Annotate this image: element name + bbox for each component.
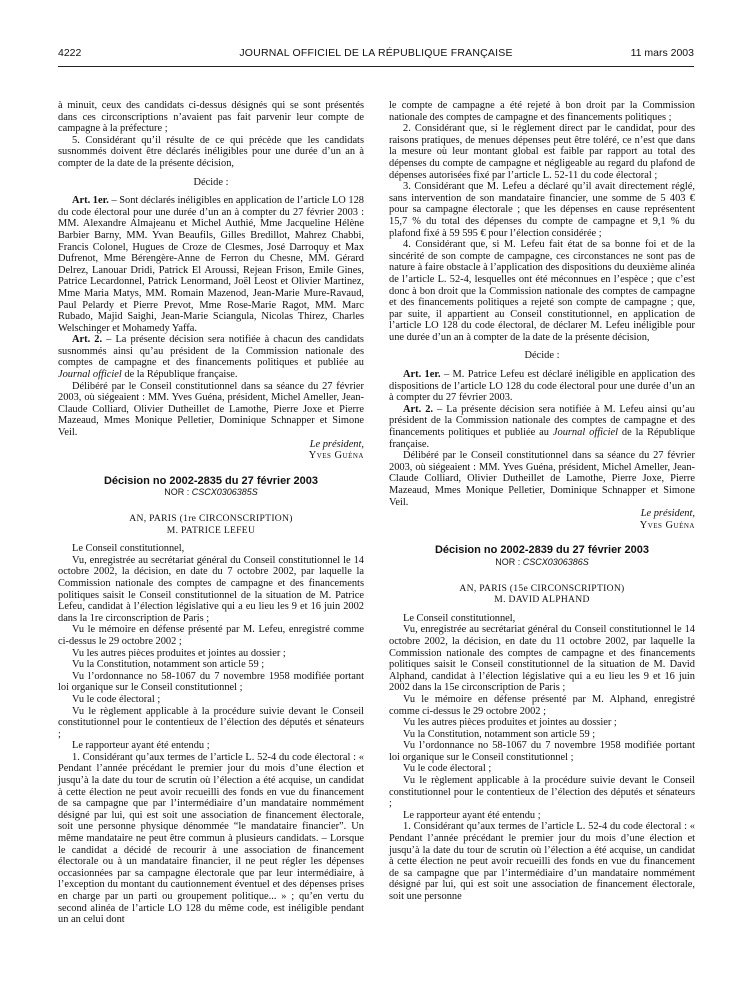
paragraph: Vu l’ordonnance no 58-1067 du 7 novembre 1958 modifiée portant loi organique sur le Conseil constitutionnel ; — [58, 670, 364, 694]
signature-role: Le président, — [640, 508, 695, 520]
article-1 — [58, 195, 364, 334]
paragraph: 2. Considérant que, si le règlement direct par le candidat, pour des raisons pratiques, de menues dépenses peut être toléré, ce n’est que dans la mesure où leur montant global est faible par rapport au total des dépenses du compte de campagne et négligeable au regard du plafond de dépenses autorisées fixé par l’article L. 52-11 du code électoral ; — [389, 123, 695, 181]
paragraph: Le Conseil constitutionnel, — [72, 543, 185, 555]
right-column — [389, 100, 695, 903]
decide-heading: Décide : — [193, 176, 229, 188]
paragraph: Vu le règlement applicable à la procédure suivie devant le Conseil constitutionnel pour le contentieux de l’élection des députés et sénateurs ; — [389, 775, 695, 810]
paragraph: le compte de campagne a été rejeté à bon droit par la Commission nationale des comptes de campagne et des financements politiques ; — [389, 100, 695, 123]
paragraph: Vu le code électoral ; — [72, 693, 161, 705]
nor-label: NOR : — [495, 556, 523, 567]
article-text: – M. Patrice Lefeu est déclaré inéligible en application des dispositions de l’article LO 128 du code électoral pour une durée d’un an à compter du 27 février 2003. — [389, 369, 695, 404]
signature-role: Le président, — [309, 438, 364, 450]
paragraph: 4. Considérant que, si M. Lefeu fait état de sa bonne foi et de la sincérité de son compte de campagne, ces circonstances ne sont pas de nature à faire obstacle à l’application des dispositions du deuxième alinéa de l’article L. 52-4, lesquelles ont été méconnues en l’espèce ; que c’est donc à bon droit que la Commission nationale des comptes de campagne et des financements politiques a rejeté son compte de campagne ; que, par suite, il appartient au Conseil constitutionnel, en application de l’article LO 128 du code électoral, de déclarer M. Lefeu inéligible pour une durée d’un an à compter de la date de la présente décision, — [389, 239, 695, 343]
article-label: Art. 2. — [403, 403, 433, 415]
signature-name: Yves Guéna — [639, 519, 695, 531]
candidate-name: M. PATRICE LEFEU — [166, 524, 256, 536]
issue-date: 11 mars 2003 — [630, 47, 694, 59]
decision-title: Décision no 2002-2839 du 27 février 2003 — [434, 544, 649, 557]
circonscription: AN, PARIS (1re CIRCONSCRIPTION) — [129, 513, 293, 524]
paragraph: Vu les autres pièces produites et jointes au dossier ; — [72, 647, 286, 659]
paragraph: Vu la Constitution, notamment son article 59 ; — [403, 728, 596, 740]
article-text: de la République française. — [121, 369, 238, 381]
journal-name: Journal officiel — [58, 369, 122, 381]
nor-reference — [389, 557, 695, 569]
journal-title: JOURNAL OFFICIEL DE LA RÉPUBLIQUE FRANÇAISE — [239, 47, 513, 59]
article-text: – La présente décision sera notifiée à M. Lefeu ainsi qu’au président de la Commission nationale des comptes de campagne et des financements politiques et publiée au — [389, 403, 695, 439]
paragraph: Vu le mémoire en défense présenté par M. Lefeu, enregistré comme ci-dessus le 29 octobre 2002 ; — [58, 624, 364, 647]
paragraph: Vu le code électoral ; — [403, 763, 492, 775]
paragraph: 5. Considérant qu’il résulte de ce qui précède que les candidats susnommés doivent être déclarés inéligibles pour une durée d’un an à compter de la date de la présente décision, — [58, 134, 364, 169]
left-column — [58, 100, 364, 926]
article-1 — [389, 369, 695, 404]
article-text: – Sont déclarés inéligibles en application de l’article LO 128 du code électoral pour une durée d’un an à compter du 27 février 2003 : MM. Alexandre Almajeanu et Michel Authié, Mme Jacqueline Hélène Barbier Barny, MM. Yvan Beaufils, Gilles Bredillot, Mahrez Chabbi, Francis Colonel, Hugues de Croze de Clesmes, José Darroquy et Max Dufrenot, Mme Bérengère-Anne de Ferron du Chesne, MM. Gérard Delrez, Lanouar Dridi, Patrick El Aroussi, Rejean Frison, Emile Gines, Patrice Lecardonnel, Patrick Lenormand, Joël Leost et Olivier Martinez, Mme Maria Matys, MM. Romain Mazenod, Jean-Marie Mure-Ravaud, Paul Pelardy et Pierre Prevot, Mme Rose-Marie Ragot, MM. Marc Rubado, Majid Saighi, Jean-Marie Sciangula, Nicolas Thirez, Charles Welschinger et Mohamedy Yaffa. — [58, 195, 364, 334]
paragraph: 3. Considérant que M. Lefeu a déclaré qu’il avait directement réglé, sans intervention de son mandataire financier, une somme de 5 403 € pour sa campagne électorale ; que les dépenses en cause représentent 15,7 % du total des dépenses du compte de campagne et 9,1 % du plafond fixé à 59 595 € pour l’élection considérée ; — [389, 181, 695, 239]
decide-heading: Décide : — [524, 350, 560, 362]
paragraph: Le Conseil constitutionnel, — [403, 612, 516, 624]
decision-title: Décision no 2002-2835 du 27 février 2003 — [103, 474, 318, 487]
article-label: Art. 2. — [72, 334, 103, 346]
paragraph: 1. Considérant qu’aux termes de l’article L. 52-4 du code électoral : « Pendant l’année précédant le premier jour du mois d’une élection et jusqu’à la date du tour de scrutin où l’élection a été acquise, un candidat à cette élection ne peut avoir recueilli des fonds en vue du financement de sa campagne que par l’intermédiaire d’un mandataire nommément désigné par lui, qui est soit une association de financement électorale, soit une personne — [389, 821, 695, 902]
journal-name: Journal officiel — [552, 427, 618, 439]
paragraph: 1. Considérant qu’aux termes de l’article L. 52-4 du code électoral : « Pendant l’année précédant le premier jour du mois d’une élection et jusqu’à la date du tour de scrutin où l’élection a été acquise, un candidat à cette élection ne peut avoir recueilli des fonds en vue du financement de sa campagne que par l’intermédiaire d’un mandataire nommément désigné par lui, qui est soit une association de financement électorale, soit une personne physique dénommée “le mandataire financier”. Un même mandataire ne peut être commun à plusieurs candidats. – Lorsque le candidat a décidé de recourir à une association de financement électorale ou à un mandataire financier, il ne peut régler les dépenses occasionnées par sa campagne électorale que par leur intermédiaire, à l’exception du montant du cautionnement éventuel et des dépenses prises en charge par un parti ou groupement politique... » ; qu’en vertu du second alinéa de l’article LO 128 du même code, est inéligible pendant un an celui dont — [58, 751, 364, 926]
delibere-paragraph: Délibéré par le Conseil constitutionnel dans sa séance du 27 février 2003, où siégeaient : MM. Yves Guéna, président, Michel Ameller, Jean-Claude Colliard, Olivier Dutheillet de Lamothe, Pierre Joxe, Pierre Mazeaud, Mmes Monique Pelletier, Dominique Schnapper et Simone Veil. — [389, 450, 695, 508]
paragraph: Le rapporteur ayant été entendu ; — [403, 809, 541, 821]
article-2 — [58, 334, 364, 380]
paragraph: Vu l’ordonnance no 58-1067 du 7 novembre 1958 modifiée portant loi organique sur le Conseil constitutionnel ; — [389, 740, 695, 763]
nor-reference — [58, 487, 364, 499]
nor-code: CSCX0306386S — [522, 556, 589, 567]
delibere-paragraph: Délibéré par le Conseil constitutionnel dans sa séance du 27 février 2003, où siégeaient : MM. Yves Guéna, président, Michel Ameller, Jean-Claude Colliard, Olivier Dutheillet de Lamothe, Pierre Joxe et Pierre Mazeaud, Mmes Monique Pelletier, Dominique Schnapper et Simone Veil. — [58, 380, 364, 439]
paragraph: Le rapporteur ayant été entendu ; — [72, 740, 210, 752]
page-number: 4222 — [58, 47, 82, 59]
candidate-name: M. DAVID ALPHAND — [494, 594, 590, 606]
article-label: Art. 1er. — [403, 369, 441, 381]
paragraph: à minuit, ceux des candidats ci-dessus désignés qui se sont présentés dans ces circonscriptions n’avaient pas fait parvenir leur compte de campagne à la préfecture ; — [58, 100, 364, 135]
header-rule — [58, 66, 694, 67]
nor-label: NOR : — [164, 487, 192, 498]
article-text: – La présente décision sera notifiée à chacun des candidats susnommés ainsi qu’au président de la Commission nationale des comptes de campagne et des financements politiques et publiée au — [58, 334, 364, 369]
nor-code: CSCX0306385S — [191, 487, 258, 498]
article-2 — [389, 404, 695, 450]
page-header — [58, 47, 694, 63]
paragraph: Vu les autres pièces produites et jointes au dossier ; — [403, 717, 617, 729]
article-label: Art. 1er. — [72, 195, 109, 207]
circonscription: AN, PARIS (15e CIRCONSCRIPTION) — [459, 582, 625, 594]
paragraph: Vu la Constitution, notamment son article 59 ; — [72, 659, 265, 671]
paragraph: Vu le règlement applicable à la procédure suivie devant le Conseil constitutionnel pour le contentieux de l’élection des députés et sénateurs ; — [58, 705, 364, 740]
paragraph: Vu, enregistrée au secrétariat général du Conseil constitutionnel le 14 octobre 2002, la décision, en date du 11 octobre 2002, par laquelle la Commission nationale des comptes de campagne et des financements politiques saisit le Conseil constitutionnel de la situation de M. David Alphand, candidat à l’élection législative qui a eu lieu les 9 et 16 juin 2002 dans la 15e circonscription de Paris ; — [389, 624, 695, 694]
article-text: de la République française. — [389, 427, 695, 450]
signature-name: Yves Guéna — [308, 450, 364, 462]
paragraph: Vu, enregistrée au secrétariat général du Conseil constitutionnel le 14 octobre 2002, la décision, en date du 7 octobre 2002, par laquelle la Commission nationale des comptes de campagne et des financements politiques saisit le Conseil constitutionnel de la situation de M. Patrice Lefeu, candidat à l’élection législative qui a eu lieu les 9 et 16 juin 2002 dans la 1re circonscription de Paris ; — [58, 554, 364, 624]
paragraph: Vu le mémoire en défense présenté par M. Alphand, enregistré comme ci-dessus le 29 octobre 2002 ; — [389, 693, 695, 717]
